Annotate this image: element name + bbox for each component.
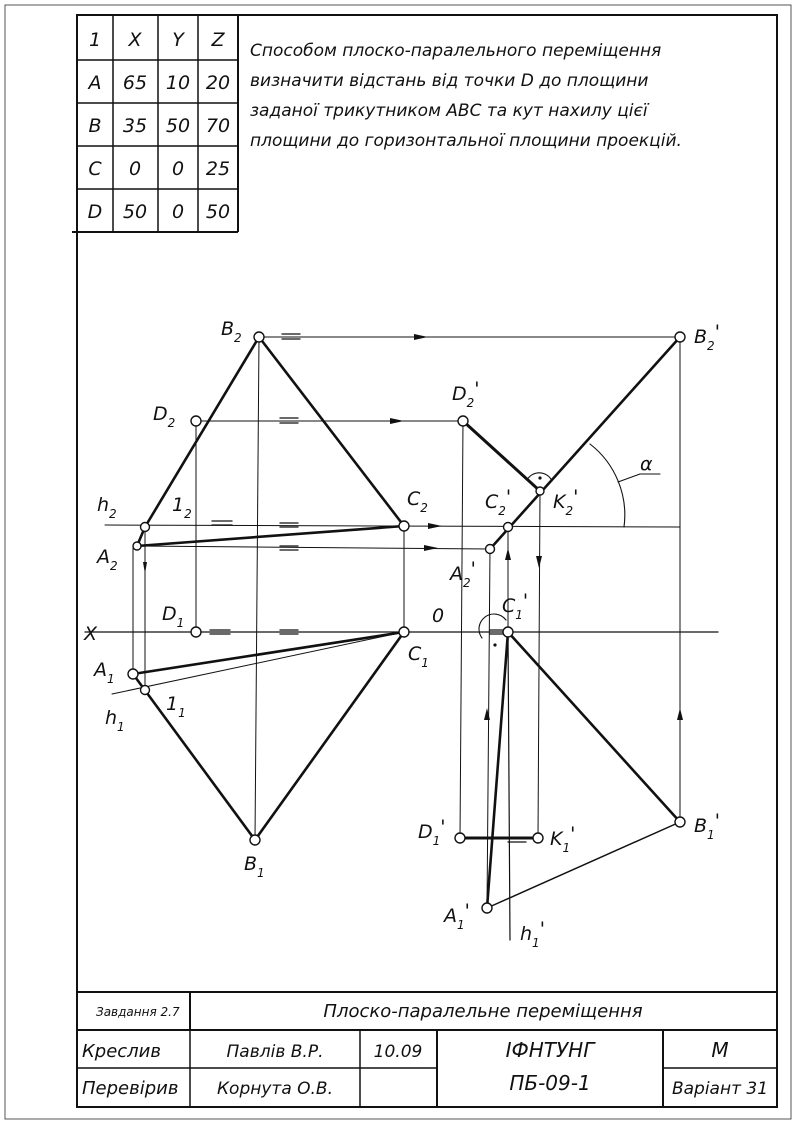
task-text xyxy=(250,41,682,151)
checked-label: Перевірив xyxy=(82,1078,179,1099)
table-cell: 50 xyxy=(122,201,148,223)
point xyxy=(675,817,685,827)
arrow-icon xyxy=(428,523,442,529)
point xyxy=(675,332,685,342)
point-label-a2: $A_2$ xyxy=(97,546,118,573)
axis-label-x: X xyxy=(84,623,98,645)
point xyxy=(482,903,492,913)
h1-line xyxy=(112,632,404,694)
point xyxy=(504,523,513,532)
outer-frame xyxy=(5,5,791,1119)
point-label-d1: $D_1$ xyxy=(162,603,185,630)
distance-segment xyxy=(463,421,540,491)
triangle-edge xyxy=(145,337,259,527)
point-label-a2-prime: $A_2'$ xyxy=(450,558,476,590)
point xyxy=(533,833,543,843)
point xyxy=(458,416,468,426)
table-cell: B xyxy=(88,115,102,137)
construction-drawing xyxy=(85,332,718,940)
point-label-11: $1_1$ xyxy=(166,693,186,720)
variant: Варіант 31 xyxy=(671,1079,769,1099)
point-label-c1: $C_1$ xyxy=(408,643,429,670)
table-cell: 50 xyxy=(205,201,231,223)
triangle-edge xyxy=(259,337,404,526)
point xyxy=(536,487,544,495)
arrow-icon xyxy=(414,334,428,340)
point-label-b1-prime: $B_1'$ xyxy=(694,810,720,842)
task-number: Завдання 2.7 xyxy=(96,1005,180,1019)
arrow-icon xyxy=(390,418,404,424)
table-cell: 70 xyxy=(205,115,231,137)
projection-line xyxy=(137,546,490,549)
triangle-edge xyxy=(133,632,404,674)
arrow-icon xyxy=(677,708,683,720)
table-cell: 50 xyxy=(165,115,191,137)
date: 10.09 xyxy=(373,1042,423,1062)
task-line: площини до горизонтальної площини проекцій. xyxy=(250,131,682,151)
task-line: визначити відстань від точки D до площини xyxy=(250,71,649,91)
task-line: заданої трикутником ABC та кут нахилу цієї xyxy=(250,101,648,121)
point xyxy=(191,416,201,426)
line-label-h2: $h_2$ xyxy=(97,494,117,521)
point xyxy=(250,835,260,845)
triangle-edge xyxy=(487,822,680,908)
table-header-cell: Y xyxy=(172,29,184,51)
point xyxy=(399,627,409,637)
triangle-edge xyxy=(508,632,680,822)
point xyxy=(191,627,201,637)
point-label-c2: $C_2$ xyxy=(407,488,428,515)
triangle-edge xyxy=(487,632,508,908)
line-label-h1-prime: $h_1'$ xyxy=(520,918,545,950)
triangle-edge xyxy=(255,632,404,840)
point-label-k2-prime: $K_2'$ xyxy=(553,486,579,518)
table-cell: 0 xyxy=(171,158,185,180)
point-label-b1: $B_1$ xyxy=(244,853,265,880)
arrow-icon xyxy=(143,562,147,574)
point xyxy=(455,833,465,843)
table-header-cell: Z xyxy=(211,29,225,51)
line-label-h1: $h_1$ xyxy=(105,707,125,734)
arrow-icon xyxy=(505,548,511,560)
point-label-alpha: α xyxy=(640,453,653,475)
point-label-d2-prime: $D_2'$ xyxy=(452,378,480,410)
group-code: ПБ-09-1 xyxy=(509,1071,591,1095)
point-label-k1-prime: $K_1'$ xyxy=(550,823,576,855)
title-block-text xyxy=(82,1001,768,1099)
axis-label-origin: 0 xyxy=(432,605,445,627)
table-cell: 65 xyxy=(122,72,148,94)
triangle-edge xyxy=(133,674,255,840)
projection-line xyxy=(460,421,463,838)
point-label-d1-prime: $D_1'$ xyxy=(418,816,446,848)
point-label-b2: $B_2$ xyxy=(221,318,242,345)
point-label-a1: $A_1$ xyxy=(94,659,115,686)
drawn-label: Креслив xyxy=(82,1041,161,1062)
point xyxy=(133,542,141,550)
triangle-edge xyxy=(137,526,404,546)
projection-line xyxy=(487,549,490,908)
table-cell: 20 xyxy=(205,72,231,94)
table-cell: D xyxy=(87,201,103,223)
point-label-a1-prime: $A_1'$ xyxy=(444,900,470,932)
task-line: Способом плоско-паралельного переміщення xyxy=(250,41,662,61)
scale: М xyxy=(711,1038,729,1062)
table-cell: 0 xyxy=(128,158,142,180)
point xyxy=(128,669,138,679)
table-cell: A xyxy=(88,72,102,94)
point xyxy=(399,521,409,531)
point xyxy=(486,545,495,554)
point-label-c1-prime: $C_1'$ xyxy=(502,590,529,622)
table-cell: 0 xyxy=(171,201,185,223)
arrow-icon xyxy=(536,556,542,568)
checked-name: Корнута О.В. xyxy=(216,1079,334,1099)
point xyxy=(141,523,150,532)
point xyxy=(141,686,150,695)
table-cell: 10 xyxy=(165,72,191,94)
h1-prime-line xyxy=(508,632,510,940)
drawn-name: Павлів В.Р. xyxy=(226,1042,324,1062)
point-label-12: $1_2$ xyxy=(172,494,192,521)
projection-line xyxy=(255,337,259,840)
plane-edge-view xyxy=(490,337,680,549)
point-label-b2-prime: $B_2'$ xyxy=(694,321,720,353)
organization: ІФНТУНГ xyxy=(505,1038,595,1062)
point-label-c2-prime: $C_2'$ xyxy=(485,486,512,518)
alpha-arc xyxy=(590,444,625,527)
table-header-cell: X xyxy=(128,29,142,51)
point-label-d2: $D_2$ xyxy=(153,403,176,430)
table-cell: 35 xyxy=(122,115,148,137)
drawing-title: Плоско-паралельне переміщення xyxy=(323,1001,643,1022)
arrow-icon xyxy=(424,545,438,551)
table-cell: 25 xyxy=(205,158,231,180)
points xyxy=(128,332,685,913)
table-header-cell: 1 xyxy=(88,29,102,51)
table-cell: C xyxy=(88,158,102,180)
point xyxy=(254,332,264,342)
point xyxy=(503,627,513,637)
